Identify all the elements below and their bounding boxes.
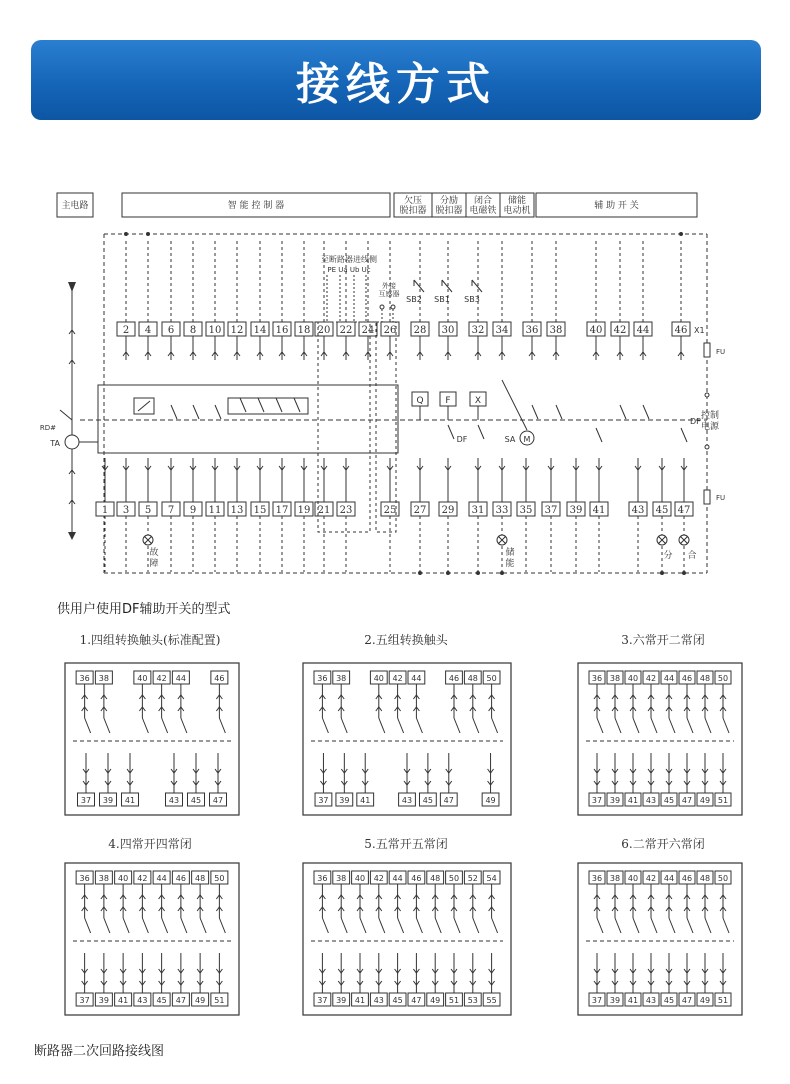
variant-bottom-terminal-label: 55 <box>486 996 497 1005</box>
ta-transformer <box>65 435 79 449</box>
variant-bottom-terminal-label: 45 <box>663 996 675 1005</box>
variant-top-terminal-label: 50 <box>214 874 225 883</box>
top-terminal-label: 44 <box>636 325 650 336</box>
variant-top-terminal-label: 38 <box>609 874 621 883</box>
relay-group <box>228 398 308 414</box>
top-terminal-label: 6 <box>167 325 175 336</box>
variant-top-terminal-label: 46 <box>214 674 225 683</box>
top-terminal-label: 22 <box>339 325 353 336</box>
footer-caption: 断路器二次回路接线图 <box>34 1044 165 1059</box>
variant-bottom-terminal-label: 45 <box>156 996 167 1005</box>
variant-top-terminal-label: 40 <box>137 674 148 683</box>
external-transformer-label: 外接 <box>382 282 396 290</box>
bottom-terminal-label: 31 <box>471 505 485 516</box>
variant-bottom-terminal-label: 43 <box>168 796 180 805</box>
variant-bottom-terminal-label: 49 <box>699 796 711 805</box>
variant-bottom-terminal-label: 41 <box>118 996 129 1005</box>
control-power-label: 电源 <box>700 422 720 432</box>
variant-top-terminal-label: 44 <box>411 674 422 683</box>
junction-dot <box>679 232 683 236</box>
variant-top-terminal-label: 44 <box>663 874 675 883</box>
variant-top-terminal-label: 46 <box>411 874 422 883</box>
top-terminal-label: 32 <box>471 325 485 336</box>
top-terminal-label: 34 <box>495 325 509 336</box>
bottom-terminal-label: 21 <box>317 505 331 516</box>
variant-top-terminal-label: 40 <box>118 874 129 883</box>
top-terminal-label: 8 <box>189 325 197 336</box>
variant-top-terminal-label: 48 <box>699 874 711 883</box>
bottom-terminal-label: 11 <box>208 505 222 516</box>
variant-panel <box>578 863 742 1015</box>
variant-bottom-terminal-label: 47 <box>411 996 422 1005</box>
main-contact <box>60 410 72 420</box>
top-terminal-label: 18 <box>297 325 311 336</box>
rd-label: RD# <box>39 424 56 432</box>
bottom-terminal-label: 27 <box>413 505 427 516</box>
variant-bottom-terminal-label: 41 <box>627 996 639 1005</box>
variant-bottom-terminal-label: 39 <box>336 996 347 1005</box>
fault-lamp-label: 障 <box>149 559 159 569</box>
header-box-label: 欠压 <box>403 196 423 206</box>
variant-bottom-terminal-label: 47 <box>175 996 186 1005</box>
top-terminal-label: 46 <box>674 325 688 336</box>
variant-top-terminal-label: 42 <box>373 874 384 883</box>
variant-title: 5.五常开五常闭 <box>364 837 448 851</box>
variant-bottom-terminal-label: 39 <box>609 796 621 805</box>
top-terminal-label: 16 <box>275 325 289 336</box>
variant-top-terminal-label: 42 <box>392 674 403 683</box>
variant-top-terminal-label: 38 <box>609 674 621 683</box>
contact-switch <box>215 405 221 419</box>
bottom-terminal-label: 45 <box>655 505 669 516</box>
variant-top-terminal-label: 38 <box>336 874 347 883</box>
variant-top-terminal-label: 36 <box>79 674 90 683</box>
sb-label: SB2 <box>406 295 422 304</box>
close-lamp-label: 合 <box>687 551 697 561</box>
junction-dot <box>500 571 504 575</box>
variant-bottom-terminal-label: 37 <box>317 996 328 1005</box>
variant-bottom-terminal-label: 43 <box>373 996 384 1005</box>
coil-label: Q <box>416 396 424 406</box>
sb-label: SB1 <box>434 295 450 304</box>
variant-bottom-terminal-label: 41 <box>627 796 639 805</box>
top-terminal-label: 40 <box>589 325 603 336</box>
variant-top-terminal-label: 40 <box>627 874 639 883</box>
bottom-terminal-label: 9 <box>189 505 197 516</box>
external-transformer-frame <box>376 322 396 532</box>
bottom-terminal-label: 33 <box>495 505 509 516</box>
terminal-point <box>705 393 709 397</box>
variant-top-terminal-label: 38 <box>98 874 109 883</box>
variant-bottom-terminal-label: 37 <box>318 796 329 805</box>
variant-top-terminal-label: 46 <box>681 674 693 683</box>
junction-dot <box>660 571 664 575</box>
open-lamp-label: 分 <box>663 551 673 561</box>
variant-top-terminal-label: 38 <box>98 674 109 683</box>
header-box-label: 分励 <box>439 196 459 206</box>
variant-bottom-terminal-label: 37 <box>591 996 603 1005</box>
header-box-label: 储能 <box>507 196 527 206</box>
variant-panel <box>578 663 742 815</box>
variant-bottom-terminal-label: 39 <box>609 996 621 1005</box>
terminal-point <box>705 445 709 449</box>
variant-bottom-terminal-label: 49 <box>195 996 206 1005</box>
terminal-strip-x1-label: X1 <box>694 326 705 335</box>
variant-panel <box>65 863 239 1015</box>
variant-bottom-terminal-label: 37 <box>591 796 603 805</box>
variant-top-terminal-label: 44 <box>156 874 167 883</box>
fuse-icon <box>704 343 710 357</box>
variant-bottom-terminal-label: 43 <box>645 796 657 805</box>
contact-switch <box>596 428 602 442</box>
header-box-label: 脱扣器 <box>399 206 427 216</box>
variant-top-terminal-label: 42 <box>645 874 657 883</box>
junction-dot <box>446 571 450 575</box>
bottom-terminal-label: 1 <box>101 505 109 516</box>
variant-bottom-terminal-label: 39 <box>102 796 114 805</box>
fu-label: FU <box>716 348 726 356</box>
variant-top-terminal-label: 50 <box>448 874 460 883</box>
top-terminal-label: 12 <box>230 325 244 336</box>
header-box-label: 智 能 控 制 器 <box>227 201 285 211</box>
variant-top-terminal-label: 46 <box>681 874 693 883</box>
top-terminal-label: 36 <box>525 325 539 336</box>
fuse-icon <box>704 490 710 504</box>
contact-switch <box>643 405 649 419</box>
variant-top-terminal-label: 36 <box>317 874 328 883</box>
contact-switch <box>193 405 199 419</box>
variant-top-terminal-label: 48 <box>467 674 478 683</box>
variant-top-terminal-label: 42 <box>137 874 148 883</box>
top-terminal-label: 24 <box>361 325 375 336</box>
variant-top-terminal-label: 40 <box>373 674 384 683</box>
page-title: 接线方式 <box>296 59 496 110</box>
header-box-label: 脱扣器 <box>435 206 463 216</box>
bottom-terminal-label: 43 <box>631 505 645 516</box>
variant-bottom-terminal-label: 47 <box>681 796 693 805</box>
contact-switch <box>171 405 177 419</box>
contact-switch <box>681 428 687 442</box>
variant-bottom-terminal-label: 47 <box>681 996 693 1005</box>
arrow-down-icon <box>68 532 76 540</box>
variant-bottom-terminal-label: 45 <box>190 796 202 805</box>
variant-top-terminal-label: 44 <box>663 674 675 683</box>
junction-dot <box>682 571 686 575</box>
variant-bottom-terminal-label: 51 <box>448 996 460 1005</box>
variant-bottom-terminal-label: 43 <box>137 996 148 1005</box>
variant-panel <box>303 863 511 1015</box>
variant-bottom-terminal-label: 41 <box>124 796 136 805</box>
variant-top-terminal-label: 48 <box>430 874 441 883</box>
variant-top-terminal-label: 50 <box>717 674 729 683</box>
variant-bottom-terminal-label: 45 <box>392 996 403 1005</box>
bottom-terminal-label: 17 <box>275 505 289 516</box>
push-button <box>472 280 482 292</box>
bottom-terminal-label: 15 <box>253 505 267 516</box>
bottom-terminal-label: 35 <box>519 505 533 516</box>
sa-label: SA <box>504 435 516 444</box>
variant-title: 6.二常开六常闭 <box>621 837 705 851</box>
variant-bottom-terminal-label: 47 <box>443 796 454 805</box>
control-power-label: 控制 <box>700 411 720 421</box>
variant-top-terminal-label: 40 <box>627 674 639 683</box>
variant-bottom-terminal-label: 49 <box>699 996 711 1005</box>
variant-top-terminal-label: 36 <box>79 874 90 883</box>
breaker-line-side-label: 至断路器进线侧 <box>321 255 377 264</box>
controller-block <box>98 385 398 453</box>
top-terminal-label: 30 <box>441 325 455 336</box>
junction-dot <box>418 571 422 575</box>
variant-bottom-terminal-label: 39 <box>339 796 350 805</box>
top-terminal-label: 26 <box>383 325 397 336</box>
contact-switch <box>532 405 538 419</box>
variant-bottom-terminal-label: 49 <box>485 796 496 805</box>
header-box-label: 主电路 <box>61 201 89 211</box>
bottom-terminal-label: 39 <box>569 505 583 516</box>
bottom-terminal-label: 7 <box>167 505 175 516</box>
variant-title: 4.四常开四常闭 <box>108 837 192 851</box>
variant-title: 3.六常开二常闭 <box>621 633 705 647</box>
junction-dot <box>476 571 480 575</box>
bottom-terminal-label: 25 <box>383 505 397 516</box>
top-terminal-label: 38 <box>549 325 563 336</box>
line-side-phases-label: PE Ua Ub Uc <box>327 266 371 274</box>
variant-title: 1.四组转换触头(标准配置) <box>79 633 221 647</box>
bottom-terminal-label: 5 <box>144 505 152 516</box>
variant-top-terminal-label: 36 <box>317 674 328 683</box>
variant-bottom-terminal-label: 45 <box>422 796 433 805</box>
variant-top-terminal-label: 44 <box>392 874 403 883</box>
variant-bottom-terminal-label: 43 <box>645 996 657 1005</box>
variant-bottom-terminal-label: 41 <box>360 796 371 805</box>
header-box-label: 辅 助 开 关 <box>594 201 639 211</box>
junction-dot <box>124 232 128 236</box>
terminal-point <box>380 305 384 309</box>
variant-top-terminal-label: 42 <box>156 674 167 683</box>
variant-top-terminal-label: 36 <box>591 874 603 883</box>
contact-switch <box>556 405 562 419</box>
bottom-terminal-label: 29 <box>441 505 455 516</box>
header-box-label: 闭合 <box>473 196 493 206</box>
variant-bottom-terminal-label: 41 <box>354 996 366 1005</box>
junction-dot <box>146 232 150 236</box>
fault-lamp-label: 故 <box>149 548 159 558</box>
bottom-terminal-label: 13 <box>230 505 244 516</box>
storage-lamp-label: 能 <box>505 559 515 569</box>
header-box-label: 电磁铁 <box>469 206 497 216</box>
variant-top-terminal-label: 46 <box>448 674 460 683</box>
bottom-terminal-label: 23 <box>339 505 353 516</box>
top-terminal-label: 14 <box>253 325 267 336</box>
variant-top-terminal-label: 42 <box>645 674 657 683</box>
variant-top-terminal-label: 46 <box>175 874 186 883</box>
header-box-label: 电动机 <box>503 206 531 216</box>
variant-title: 2.五组转换触头 <box>364 633 448 647</box>
variant-bottom-terminal-label: 53 <box>467 996 478 1005</box>
fu-label: FU <box>716 494 726 502</box>
variant-top-terminal-label: 54 <box>486 874 497 883</box>
contact-switch <box>478 425 484 439</box>
df-section-title: 供用户使用DF辅助开关的型式 <box>57 602 231 617</box>
top-terminal-label: 2 <box>122 325 130 336</box>
variant-top-terminal-label: 38 <box>336 674 347 683</box>
variant-panel <box>65 663 239 815</box>
bottom-terminal-label: 19 <box>297 505 311 516</box>
df-label: DF <box>456 435 468 444</box>
variant-bottom-terminal-label: 39 <box>98 996 109 1005</box>
variant-bottom-terminal-label: 47 <box>212 796 224 805</box>
top-terminal-label: 10 <box>208 325 222 336</box>
motor-label: M <box>523 435 531 444</box>
variant-top-terminal-label: 50 <box>486 674 497 683</box>
top-terminal-label: 28 <box>413 325 427 336</box>
bottom-terminal-label: 37 <box>544 505 558 516</box>
sensor-group-frame <box>318 322 370 532</box>
sb-label: SB3 <box>464 295 480 304</box>
variant-top-terminal-label: 50 <box>717 874 729 883</box>
variant-bottom-terminal-label: 37 <box>79 996 90 1005</box>
bottom-terminal-label: 41 <box>592 505 606 516</box>
df-label: DF <box>690 417 701 426</box>
variant-bottom-terminal-label: 51 <box>717 996 729 1005</box>
variant-top-terminal-label: 48 <box>699 674 711 683</box>
coil-label: X <box>474 396 482 406</box>
top-terminal-label: 42 <box>613 325 627 336</box>
variant-top-terminal-label: 48 <box>195 874 206 883</box>
coil-label: F <box>445 396 451 406</box>
ta-label: TA <box>50 439 60 448</box>
variant-bottom-terminal-label: 37 <box>80 796 92 805</box>
external-transformer-label: 互感器 <box>378 290 400 298</box>
variant-bottom-terminal-label: 45 <box>663 796 675 805</box>
contact-switch <box>620 405 626 419</box>
variant-bottom-terminal-label: 51 <box>214 996 225 1005</box>
bottom-terminal-label: 3 <box>122 505 130 516</box>
contact-switch <box>448 425 454 439</box>
variant-top-terminal-label: 40 <box>354 874 366 883</box>
variant-top-terminal-label: 36 <box>591 674 603 683</box>
top-terminal-label: 4 <box>144 325 152 336</box>
variant-top-terminal-label: 44 <box>175 674 186 683</box>
terminal-point <box>391 305 395 309</box>
bottom-terminal-label: 47 <box>677 505 691 516</box>
variant-top-terminal-label: 52 <box>467 874 478 883</box>
arrow-down-icon <box>68 282 76 292</box>
top-terminal-label: 20 <box>317 325 331 336</box>
wire <box>502 380 527 430</box>
variant-bottom-terminal-label: 51 <box>717 796 729 805</box>
variant-bottom-terminal-label: 49 <box>430 996 441 1005</box>
push-button <box>442 280 452 292</box>
push-button <box>414 280 424 292</box>
storage-lamp-label: 储 <box>505 548 515 558</box>
variant-bottom-terminal-label: 43 <box>401 796 413 805</box>
